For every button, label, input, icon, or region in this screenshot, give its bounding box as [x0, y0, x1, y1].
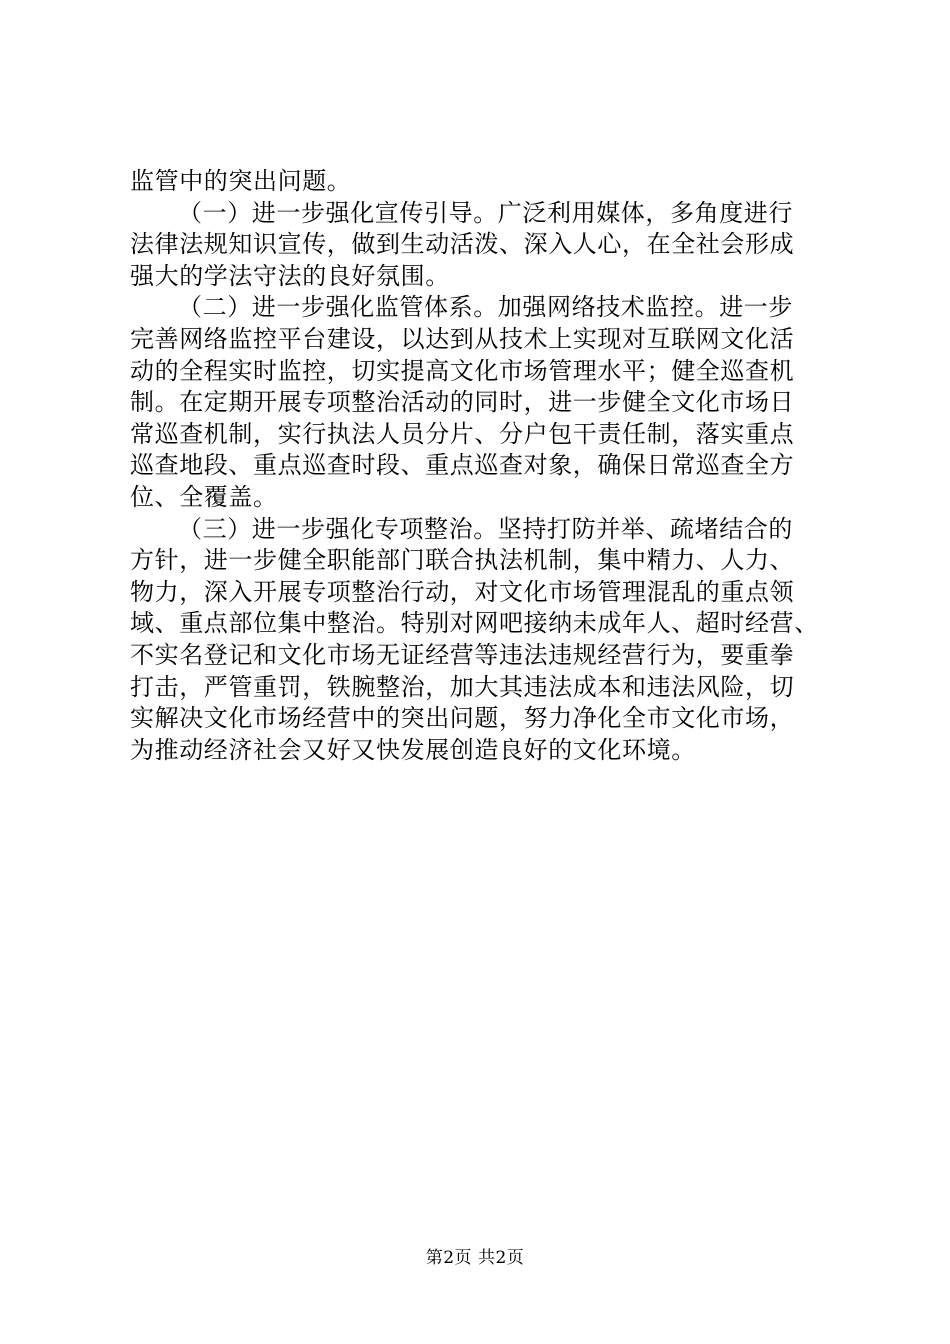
body-text	[130, 166, 830, 766]
paragraph-3-start: （三）进一步强化专项整治。坚持打防并举、疏堵结合的	[178, 514, 793, 543]
text-line: 完善网络监控平台建设，以达到从技术上实现对互联网文化活	[130, 324, 795, 353]
text-line: 监管中的突出问题。	[130, 167, 352, 195]
text-line: 制。在定期开展专项整治活动的同时，进一步健全文化市场日	[130, 388, 795, 417]
text-line: 位、全覆盖。	[130, 482, 278, 511]
text-line: 实解决文化市场经营中的突出问题，努力净化全市文化市场，	[130, 704, 795, 733]
text-line: 强大的学法守法的良好氛围。	[130, 261, 450, 290]
text-line: 为推动经济社会又好又快发展创造良好的文化环境。	[130, 735, 696, 764]
text-line: 动的全程实时监控，切实提高文化市场管理水平；健全巡查机	[130, 356, 795, 385]
text-line: 物力，深入开展专项整治行动，对文化市场管理混乱的重点领	[130, 577, 795, 606]
text-line: 方针，进一步健全职能部门联合执法机制，集中精力、人力、	[130, 546, 795, 575]
page-number-footer: 第2页 共2页	[425, 1248, 525, 1268]
text-line: 打击，严管重罚，铁腕整治，加大其违法成本和违法风险，切	[130, 672, 795, 701]
text-line: 域、重点部位集中整治。特别对网吧接纳未成年人、超时经营、	[130, 609, 819, 638]
text-line: 不实名登记和文化市场无证经营等违法违规经营行为，要重拳	[130, 640, 795, 669]
paragraph-1-start: （一）进一步强化宣传引导。广泛利用媒体，多角度进行	[178, 198, 793, 227]
paragraph-2-start: （二）进一步强化监管体系。加强网络技术监控。进一步	[178, 293, 793, 322]
text-line: 巡查地段、重点巡查时段、重点巡查对象，确保日常巡查全方	[130, 451, 795, 480]
text-line: 常巡查机制，实行执法人员分片、分户包干责任制，落实重点	[130, 419, 795, 448]
text-line: 法律法规知识宣传，做到生动活泼、深入人心，在全社会形成	[130, 230, 795, 259]
